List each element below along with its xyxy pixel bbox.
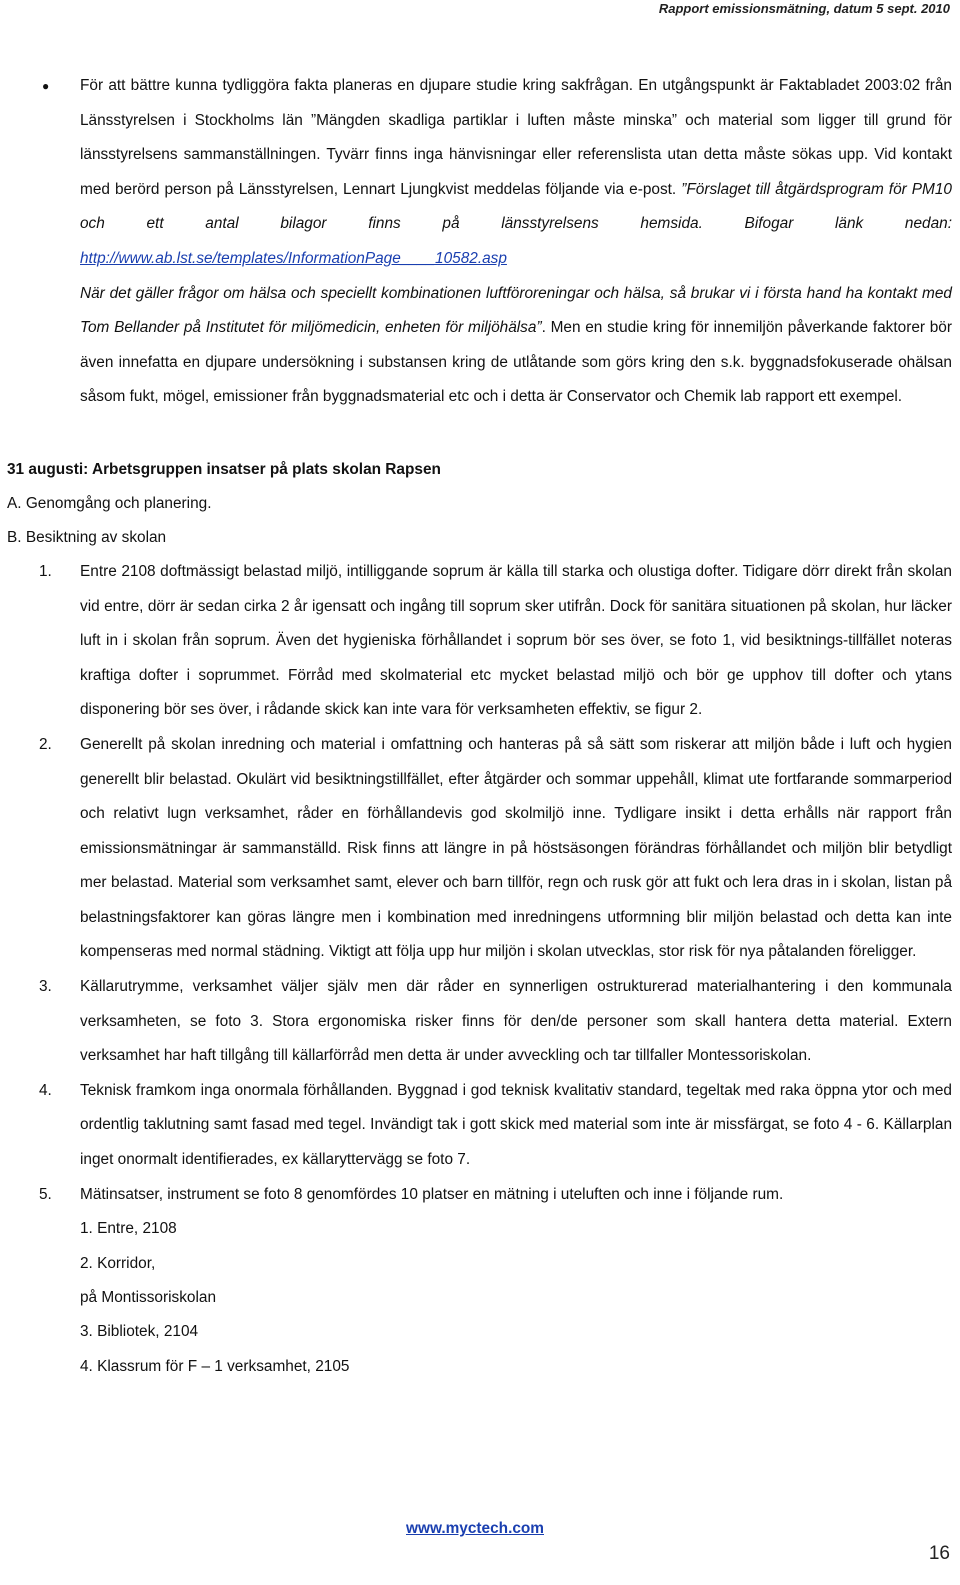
list-number: 1. bbox=[39, 562, 52, 580]
list-item-text: Källarutrymme, verksamhet väljer själv men där råder en synnerligen ostrukturerad materialhantering i den kommunala verksamheten, se foto 3. Stora ergonomiska risker finns för den/de personer som skall hantera detta material. Extern verksamhet har haft tillgång till källarförråd men detta är under avveckling och tar tillfaller Montessoriskolan. bbox=[80, 978, 952, 1065]
list-item bbox=[0, 1178, 960, 1385]
list-item-text: Mätinsatser, instrument se foto 8 genomfördes 10 platser en mätning i uteluften och inne i följande rum. bbox=[80, 1185, 784, 1203]
list-number: 2. bbox=[39, 735, 52, 753]
bullet-icon: ● bbox=[42, 79, 50, 93]
list-number: 5. bbox=[39, 1185, 52, 1203]
list-item-text: Teknisk framkom inga onormala förhållanden. Byggnad i god teknisk kvalitativ standard, tegeltak med raka öppna ytor och med ordentlig taklutning samt fasad med tegel. Invändigt tak i gott skick med material som inte är missfärgat, se foto 4 - 6. Källarplan inget onormalt identifierades, ex källaryttervägg se foto 7. bbox=[80, 1081, 952, 1169]
section-a: A. Genomgång och planering. bbox=[7, 494, 212, 512]
document-body bbox=[0, 69, 960, 1384]
bullet-text bbox=[80, 69, 952, 415]
measurement-location: på Montissoriskolan bbox=[80, 1289, 217, 1307]
bullet-lead-text: För att bättre kunna tydliggöra fakta planeras en djupare studie kring sakfrågan. En utgångspunkt är Faktabladet 2003:02 från Länsstyrelsen i Stockholms län ”Mängden skadliga partiklar i luften måste minska” och material som ligger till grund för länsstyrelsens sammanställningen. Tyvärr finns inga hänvisningar eller referenslista utan detta måste sökas upp. Vid kontakt med berörd person på Länsstyrelsen, Lennart Ljungkvist meddelas följande via e-post. bbox=[80, 77, 952, 198]
list-number: 3. bbox=[39, 978, 52, 996]
list-item-text: Generellt på skolan inredning och material i omfattning och hanteras på så sätt som riskerar att miljön både i luft och hygien generellt blir belastad. Okulärt vid besiktningstillfället, efter åtgärder och sommar uppehåll, klimat ute fortfarande sommarperiod och relativt lugn verksamhet, råder en förhållandevis god skolmiljö inne. Tydligare insikt i detta erhålls när rapport från emissionsmätningar är sammanställd. Risk finns att längre in på höstsäsongen förändras förhållandet och miljön blir betydligt mer belastad. Material som verksamhet samt, elever och barn tillför, regn och rusk gör att fukt och lera dras in i skolan, listan på belastningsfaktorer kan göras längre men i kombination med inredningens utformning blir miljön belastad och detta kan inte kompenseras med normal städning. Viktigt att följa upp hur miljön i skolan utvecklas, stor risk för nya påtalanden föreligger. bbox=[80, 735, 952, 961]
measurement-location: 1. Entre, 2108 bbox=[80, 1220, 177, 1238]
section-b: B. Besiktning av skolan bbox=[7, 528, 167, 546]
list-item bbox=[0, 1074, 960, 1178]
list-item bbox=[0, 970, 960, 1074]
inspection-list bbox=[0, 555, 960, 1384]
measurement-location: 4. Klassrum för F – 1 verksamhet, 2105 bbox=[80, 1357, 350, 1375]
measurement-location: 2. Korridor, bbox=[80, 1254, 156, 1272]
footer-link[interactable]: www.myctech.com bbox=[406, 1520, 544, 1537]
bullet-paragraph bbox=[0, 69, 960, 415]
section-title: 31 augusti: Arbetsgruppen insatser på plats skolan Rapsen bbox=[7, 460, 441, 478]
list-item-text: Entre 2108 doftmässigt belastad miljö, intilliggande soprum är källa till starka och olustiga dofter. Tidigare dörr direkt från skolan vid entre, dörr är sedan cirka 2 år igensatt och ingång till soprum sker utifrån. Dock för sanitära situationen på skolan, hur läcker luft in i skolan från soprum. Även det hygieniska förhållandet i soprum bör ses över, se foto 1, vid besiktnings-tillfället noteras kraftiga dofter i soprummet. Förråd med skolmaterial etc mycket belastad miljö och bör ge upphov till dofter och ytans disponering bör ses över, i rådande skick kan inte vara för verksamheten effektiv, se figur 2. bbox=[80, 562, 952, 719]
measurement-location: 3. Bibliotek, 2104 bbox=[80, 1323, 199, 1341]
bullet-tail-text: . Men en studie kring för innemiljön påverkande faktorer bör även innefatta en djupare undersökning i substansen kring de utlåtande som görs kring den s.k. byggnadsfokuserade ohälsan såsom fukt, mögel, emissioner från byggnadsmaterial etc och i detta är Conservator och Chemik lab rapport ett exempel. bbox=[80, 319, 952, 406]
page-header: Rapport emissionsmätning, datum 5 sept. 2010 bbox=[658, 1, 950, 16]
list-item bbox=[0, 728, 960, 970]
quote-text-2: När det gäller frågor om hälsa och speciellt kombinationen luftföroreningar och hälsa, så brukar vi i första hand ha kontakt med Tom Bellander på Institutet för miljömedicin, enheten för miljöhälsa” bbox=[80, 284, 952, 337]
page-number: 16 bbox=[928, 1543, 950, 1564]
quote-text-1: ”Förslaget till åtgärdsprogram för PM10 och ett antal bilagor finns på länsstyrelsens hemsida. Bifogar länk nedan: bbox=[80, 180, 952, 233]
list-item bbox=[0, 555, 960, 728]
list-number: 4. bbox=[39, 1081, 52, 1099]
reference-link[interactable]: http://www.ab.lst.se/templates/InformationPage____10582.asp bbox=[80, 249, 507, 267]
